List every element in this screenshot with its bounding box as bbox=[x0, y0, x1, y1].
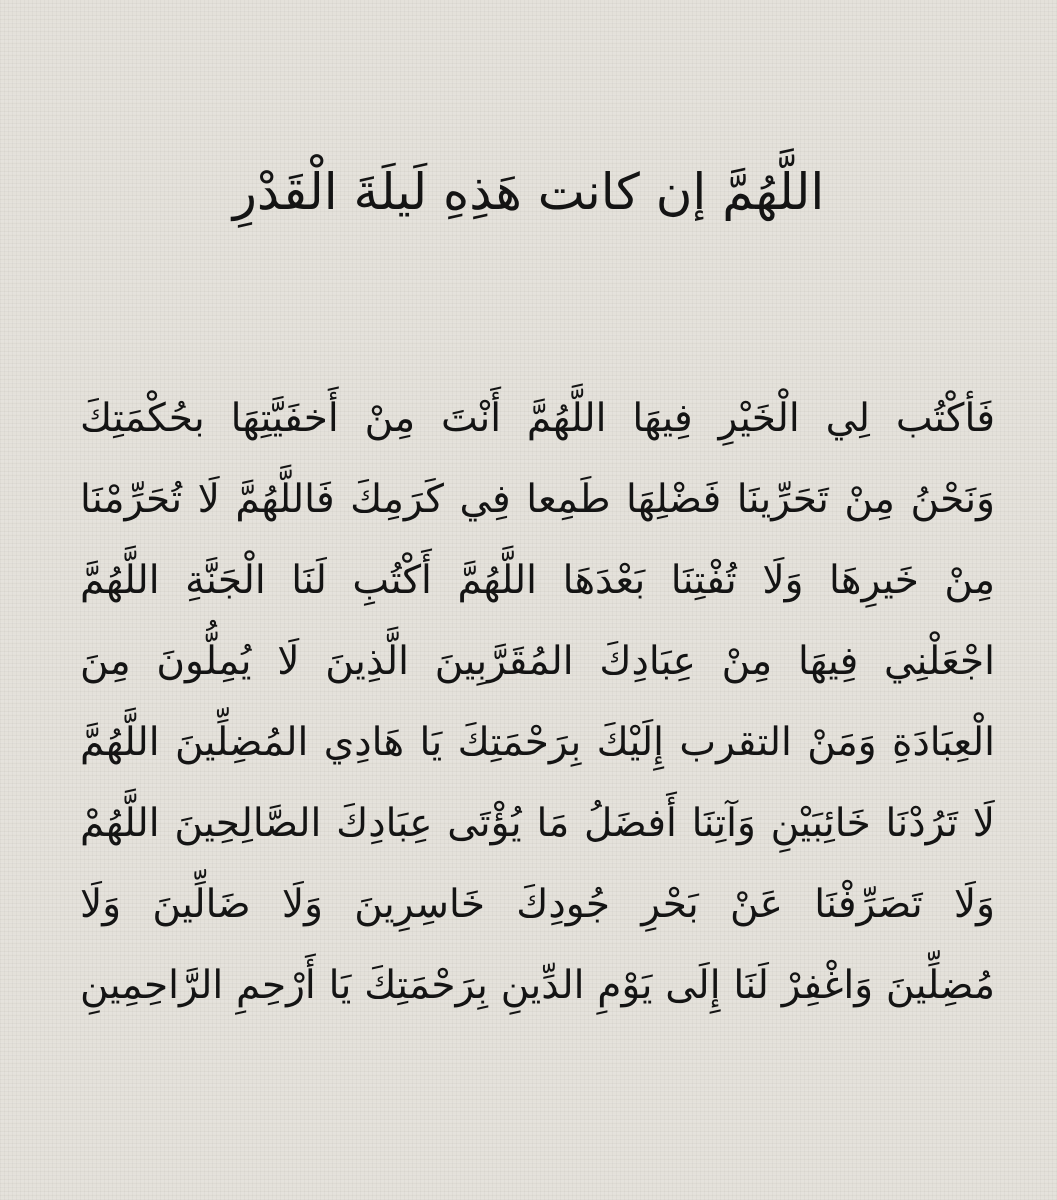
prayer-line: وَنَحْنُ مِنْ تَحَرِّينَا فَضْلِهَا طَمِعا فِي كَرَمِكَ فَاللَّهُمَّ لَا تُحَرِّمْنَا bbox=[80, 477, 995, 522]
prayer-line: مِنْ خَيرِهَا وَلَا تُفْتِنَا بَعْدَهَا اللَّهُمَّ أَكْتُبِ لَنَا الْجَنَّةِ اللَّهُمَّ bbox=[80, 558, 995, 603]
prayer-text bbox=[80, 378, 995, 1026]
prayer-line: فَأكْتُب لِي الْخَيْرِ فِيهَا اللَّهُمَّ أَنْتَ مِنْ أَخفَيَّتِهَا بحُكْمَتِكَ bbox=[80, 396, 995, 441]
prayer-line: مُضِلِّينَ وَاغْفِرْ لَنَا إِلَى يَوْمِ الدِّينِ بِرَحْمَتِكَ يَا أَرْحِمِ الرَّاحِمِينِ bbox=[80, 963, 995, 1008]
prayer-line: الْعِبَادَةِ وَمَنْ التقرب إِلَيْكَ بِرَحْمَتِكَ يَا هَادِي المُضِلِّينَ اللَّهُمَّ bbox=[80, 720, 995, 765]
page-title: اللَّهُمَّ إن كانت هَذِهِ لَيلَةَ الْقَدْرِ bbox=[232, 163, 825, 221]
prayer-line: اجْعَلْنِي فِيهَا مِنْ عِبَادِكَ المُقَرَّبِينَ الَّذِينَ لَا يُمِلُّونَ مِنَ bbox=[80, 639, 995, 684]
prayer-line: لَا تَرُدْنَا خَائِبَيْنِ وَآتِنَا أَفضَلُ مَا يُؤْتَى عِبَادِكَ الصَّالِحِينَ اللَّهُمْ bbox=[80, 801, 995, 846]
prayer-line: وَلَا تَصَرِّفْنَا عَنْ بَحْرِ جُودِكَ خَاسِرِينَ وَلَا ضَالِّينَ وَلَا bbox=[80, 882, 995, 927]
